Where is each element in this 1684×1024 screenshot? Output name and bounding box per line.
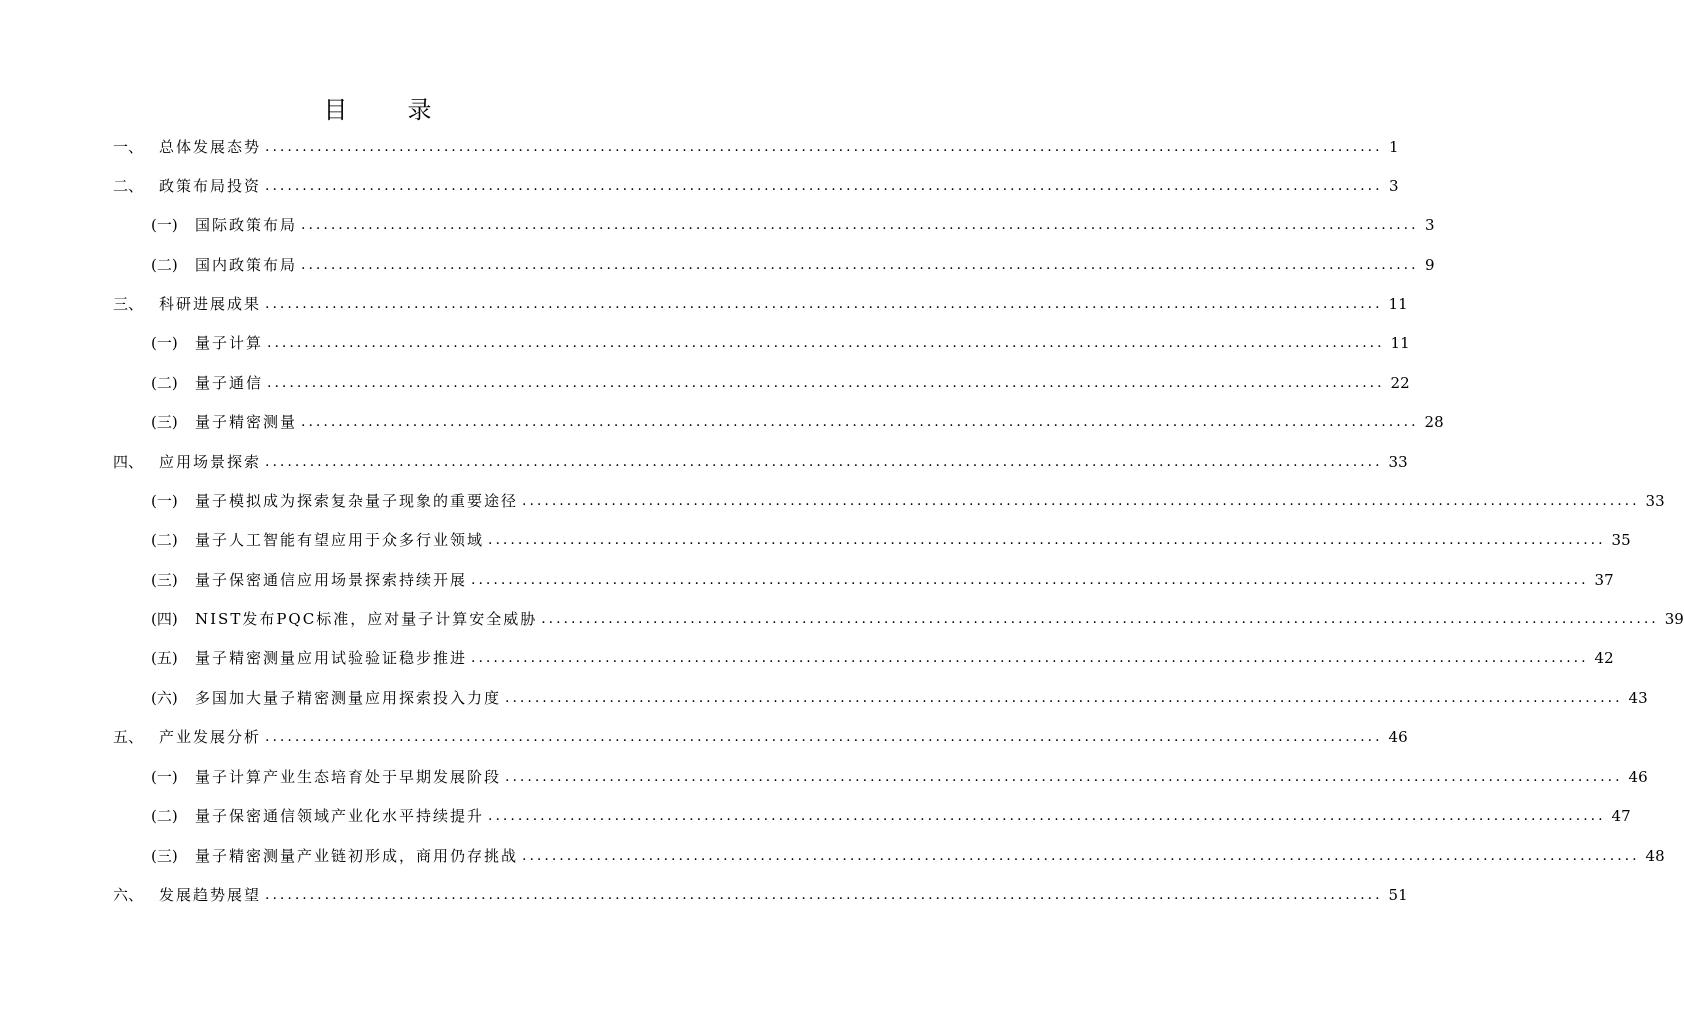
- toc-entry-page: 35: [1611, 531, 1631, 549]
- dot-leader: ......................................................................................................................................................: [471, 572, 1589, 588]
- toc-entry-number: (二): [151, 531, 178, 549]
- toc-entry-1[interactable]: [113, 132, 1399, 162]
- dot-leader: ......................................................................................................................................................: [265, 178, 1383, 194]
- toc-entry-3-1[interactable]: [151, 328, 1410, 358]
- toc-entry-page: 42: [1594, 649, 1614, 667]
- toc-entry-page: 37: [1594, 571, 1614, 589]
- toc-entry-page: 11: [1390, 334, 1410, 352]
- toc-entry-number: (三): [151, 847, 178, 865]
- toc-entry-page: 46: [1628, 768, 1648, 786]
- toc-entry-page: 33: [1388, 453, 1408, 471]
- toc-entry-5-2[interactable]: [151, 801, 1631, 831]
- toc-entry-page: 28: [1424, 413, 1444, 431]
- dot-leader: ......................................................................................................................................................: [488, 808, 1606, 824]
- toc-entry-number: (一): [151, 492, 178, 510]
- dot-leader: ......................................................................................................................................................: [522, 493, 1640, 509]
- toc-entry-title: 量子计算产业生态培育处于早期发展阶段: [195, 768, 502, 786]
- toc-entry-page: 3: [1425, 216, 1435, 234]
- dot-leader: ......................................................................................................................................................: [301, 257, 1419, 273]
- toc-entry-page: 48: [1645, 847, 1665, 865]
- toc-entry-title: 科研进展成果: [159, 295, 262, 313]
- dot-leader: ......................................................................................................................................................: [505, 690, 1623, 706]
- dot-leader: ......................................................................................................................................................: [265, 887, 1383, 903]
- toc-entry-page: 46: [1388, 728, 1408, 746]
- dot-leader: ......................................................................................................................................................: [265, 729, 1383, 745]
- dot-leader: ......................................................................................................................................................: [265, 139, 1383, 155]
- toc-entry-title: 总体发展态势: [159, 138, 262, 156]
- toc-entry-page: 22: [1390, 374, 1410, 392]
- toc-entry-title: 多国加大量子精密测量应用探索投入力度: [195, 689, 502, 707]
- toc-entry-page: 3: [1389, 177, 1399, 195]
- toc-entry-number: (三): [151, 571, 178, 589]
- toc-entry-3-3[interactable]: [151, 407, 1444, 437]
- dot-leader: ......................................................................................................................................................: [301, 414, 1419, 430]
- dot-leader: ......................................................................................................................................................: [471, 650, 1589, 666]
- toc-entry-2[interactable]: [113, 171, 1399, 201]
- toc-entry-title: 量子精密测量: [195, 413, 298, 431]
- toc-entry-4-4[interactable]: [151, 604, 1684, 634]
- toc-entry-3[interactable]: [113, 289, 1408, 319]
- toc-entry-title: 量子保密通信应用场景探索持续开展: [195, 571, 468, 589]
- toc-entry-number: (四): [151, 610, 178, 628]
- dot-leader: ......................................................................................................................................................: [522, 848, 1640, 864]
- toc-entry-number: (六): [151, 689, 178, 707]
- dot-leader: ......................................................................................................................................................: [505, 769, 1623, 785]
- toc-entry-page: 39: [1664, 610, 1684, 628]
- dot-leader: ......................................................................................................................................................: [301, 217, 1419, 233]
- toc-entry-4[interactable]: [113, 447, 1408, 477]
- toc-entry-number: 一、: [113, 138, 144, 156]
- dot-leader: ......................................................................................................................................................: [265, 454, 1383, 470]
- toc-entry-page: 9: [1425, 256, 1435, 274]
- toc-entry-number: (一): [151, 768, 178, 786]
- toc-entry-2-2[interactable]: [151, 250, 1435, 280]
- toc-entry-title: 量子精密测量应用试验验证稳步推进: [195, 649, 468, 667]
- toc-entry-title: 应用场景探索: [159, 453, 262, 471]
- toc-entry-4-1[interactable]: [151, 486, 1665, 516]
- toc-entry-number: (二): [151, 256, 178, 274]
- toc-entry-number: (三): [151, 413, 178, 431]
- dot-leader: ......................................................................................................................................................: [488, 532, 1606, 548]
- toc-entry-page: 33: [1645, 492, 1665, 510]
- toc-entry-5[interactable]: [113, 722, 1408, 752]
- toc-entry-number: 五、: [113, 728, 144, 746]
- toc-entry-4-3[interactable]: [151, 565, 1614, 595]
- toc-entry-title: 政策布局投资: [159, 177, 262, 195]
- toc-entry-4-6[interactable]: [151, 683, 1648, 713]
- toc-entry-3-2[interactable]: [151, 368, 1410, 398]
- dot-leader: ......................................................................................................................................................: [267, 335, 1385, 351]
- toc-entry-number: (二): [151, 807, 178, 825]
- toc-entry-title: 产业发展分析: [159, 728, 262, 746]
- dot-leader: ......................................................................................................................................................: [265, 296, 1383, 312]
- dot-leader: ......................................................................................................................................................: [541, 611, 1659, 627]
- toc-entry-number: 二、: [113, 177, 144, 195]
- toc-entry-5-3[interactable]: [151, 841, 1665, 871]
- toc-entry-2-1[interactable]: [151, 210, 1435, 240]
- dot-leader: ......................................................................................................................................................: [267, 375, 1385, 391]
- toc-entry-6[interactable]: [113, 880, 1408, 910]
- toc-entry-number: (二): [151, 374, 178, 392]
- toc-entry-title: 量子人工智能有望应用于众多行业领域: [195, 531, 485, 549]
- toc-entry-title: 量子精密测量产业链初形成，商用仍存挑战: [195, 847, 519, 865]
- toc-entry-number: 四、: [113, 453, 144, 471]
- toc-entry-title: 国内政策布局: [195, 256, 298, 274]
- toc-entry-number: (一): [151, 334, 178, 352]
- toc-entry-title: 量子通信: [195, 374, 264, 392]
- toc-title: 目 录: [323, 96, 450, 124]
- toc-entry-title: 国际政策布局: [195, 216, 298, 234]
- toc-entry-title: 量子计算: [195, 334, 264, 352]
- toc-entry-title: 量子模拟成为探索复杂量子现象的重要途径: [195, 492, 519, 510]
- toc-entry-title: NIST发布PQC标准，应对量子计算安全威胁: [195, 610, 538, 628]
- toc-entry-number: 六、: [113, 886, 144, 904]
- toc-entry-number: 三、: [113, 295, 144, 313]
- toc-entry-page: 51: [1388, 886, 1408, 904]
- toc-entry-page: 1: [1389, 138, 1399, 156]
- toc-entry-page: 47: [1611, 807, 1631, 825]
- toc-entry-page: 43: [1628, 689, 1648, 707]
- toc-entry-5-1[interactable]: [151, 762, 1648, 792]
- toc-entry-title: 量子保密通信领域产业化水平持续提升: [195, 807, 485, 825]
- toc-entry-4-2[interactable]: [151, 525, 1631, 555]
- toc-entry-number: (五): [151, 649, 178, 667]
- toc-entry-number: (一): [151, 216, 178, 234]
- toc-entry-4-5[interactable]: [151, 643, 1614, 673]
- toc-entry-page: 11: [1388, 295, 1408, 313]
- toc-entry-title: 发展趋势展望: [159, 886, 262, 904]
